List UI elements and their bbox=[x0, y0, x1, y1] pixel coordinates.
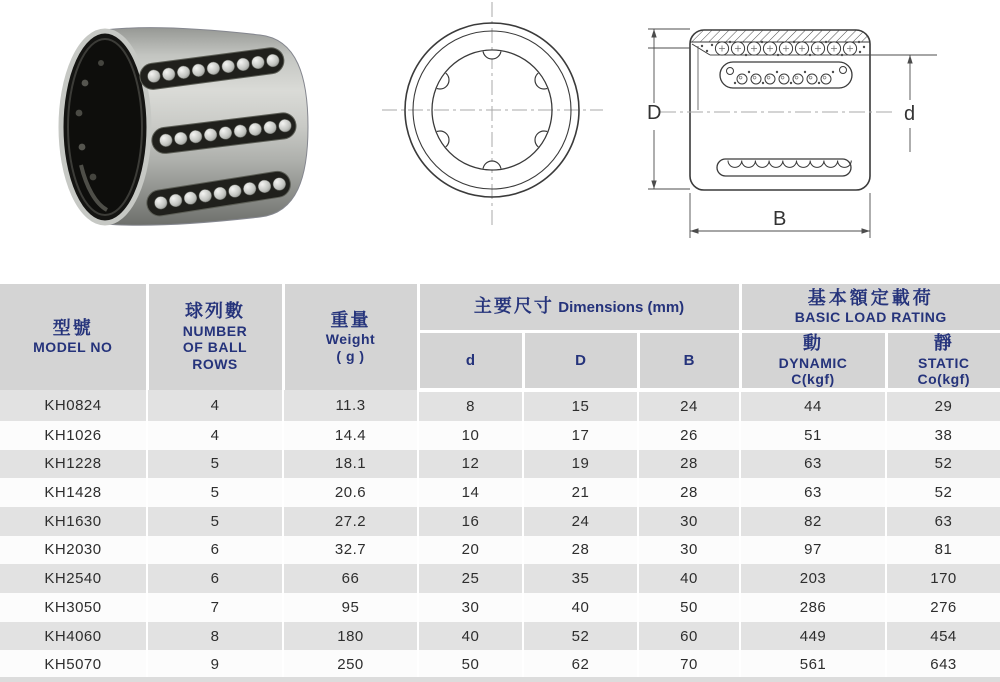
value-cell: 5 bbox=[147, 478, 283, 507]
model-no-cell: KH3050 bbox=[0, 593, 147, 622]
value-cell: 97 bbox=[740, 536, 886, 565]
value-cell: 26 bbox=[638, 421, 740, 450]
value-cell: 20 bbox=[418, 536, 523, 565]
value-cell: 9 bbox=[147, 650, 283, 679]
table-header bbox=[0, 284, 1000, 390]
header-col-dynamic: 動 DYNAMIC C(kgf) bbox=[740, 332, 886, 391]
value-cell: 82 bbox=[740, 507, 886, 536]
table-row bbox=[0, 421, 1000, 450]
value-cell: 18.1 bbox=[283, 450, 418, 479]
spec-table-body bbox=[0, 390, 1000, 679]
value-cell: 66 bbox=[283, 564, 418, 593]
value-cell: 27.2 bbox=[283, 507, 418, 536]
value-cell: 52 bbox=[886, 450, 1000, 479]
dim-label-d: d bbox=[904, 103, 916, 125]
header-dimensions-group: 主要尺寸 Dimensions (mm) bbox=[418, 284, 740, 332]
bearing-photo bbox=[45, 5, 335, 240]
value-cell: 50 bbox=[638, 593, 740, 622]
section-view-drawing bbox=[640, 0, 950, 250]
center-lines bbox=[382, 2, 603, 228]
dim-label-B: B bbox=[773, 208, 787, 230]
model-no-cell: KH1428 bbox=[0, 478, 147, 507]
table-row bbox=[0, 622, 1000, 651]
value-cell: 12 bbox=[418, 450, 523, 479]
value-cell: 8 bbox=[418, 390, 523, 421]
value-cell: 52 bbox=[886, 478, 1000, 507]
value-cell: 449 bbox=[740, 622, 886, 651]
value-cell: 70 bbox=[638, 650, 740, 679]
value-cell: 40 bbox=[523, 593, 638, 622]
value-cell: 15 bbox=[523, 390, 638, 421]
value-cell: 250 bbox=[283, 650, 418, 679]
value-cell: 24 bbox=[638, 390, 740, 421]
value-cell: 50 bbox=[418, 650, 523, 679]
table-row bbox=[0, 593, 1000, 622]
value-cell: 561 bbox=[740, 650, 886, 679]
value-cell: 30 bbox=[638, 507, 740, 536]
header-weight: 重量 Weight ( g ) bbox=[283, 284, 418, 390]
table-row bbox=[0, 390, 1000, 421]
value-cell: 63 bbox=[886, 507, 1000, 536]
value-cell: 19 bbox=[523, 450, 638, 479]
header-col-static: 靜 STATIC Co(kgf) bbox=[886, 332, 1000, 391]
value-cell: 28 bbox=[638, 450, 740, 479]
table-row bbox=[0, 564, 1000, 593]
value-cell: 29 bbox=[886, 390, 1000, 421]
header-col-B: B bbox=[638, 332, 740, 391]
value-cell: 63 bbox=[740, 450, 886, 479]
value-cell: 24 bbox=[523, 507, 638, 536]
value-cell: 5 bbox=[147, 450, 283, 479]
value-cell: 16 bbox=[418, 507, 523, 536]
table-row bbox=[0, 536, 1000, 565]
value-cell: 30 bbox=[418, 593, 523, 622]
lower-track bbox=[717, 159, 851, 176]
spec-table bbox=[0, 284, 1000, 679]
dim-label-D: D bbox=[647, 102, 662, 124]
value-cell: 5 bbox=[147, 507, 283, 536]
value-cell: 4 bbox=[147, 390, 283, 421]
model-no-cell: KH1228 bbox=[0, 450, 147, 479]
value-cell: 180 bbox=[283, 622, 418, 651]
value-cell: 454 bbox=[886, 622, 1000, 651]
value-cell: 10 bbox=[418, 421, 523, 450]
upper-track bbox=[720, 62, 852, 88]
value-cell: 25 bbox=[418, 564, 523, 593]
table-row bbox=[0, 450, 1000, 479]
table-row bbox=[0, 650, 1000, 679]
value-cell: 6 bbox=[147, 536, 283, 565]
value-cell: 52 bbox=[523, 622, 638, 651]
value-cell: 170 bbox=[886, 564, 1000, 593]
header-model-no: 型號 MODEL NO bbox=[0, 284, 147, 390]
value-cell: 11.3 bbox=[283, 390, 418, 421]
front-view-drawing bbox=[380, 0, 605, 230]
value-cell: 32.7 bbox=[283, 536, 418, 565]
table-row bbox=[0, 478, 1000, 507]
value-cell: 44 bbox=[740, 390, 886, 421]
header-ball-rows: 球列數 NUMBER OF BALL ROWS bbox=[147, 284, 283, 390]
figures-section bbox=[0, 0, 1000, 284]
model-no-cell: KH1026 bbox=[0, 421, 147, 450]
model-no-cell: KH2540 bbox=[0, 564, 147, 593]
value-cell: 38 bbox=[886, 421, 1000, 450]
model-no-cell: KH1630 bbox=[0, 507, 147, 536]
bottom-strip bbox=[0, 677, 1000, 682]
header-load-group: 基本額定載荷 BASIC LOAD RATING bbox=[740, 284, 1000, 332]
model-no-cell: KH2030 bbox=[0, 536, 147, 565]
value-cell: 14.4 bbox=[283, 421, 418, 450]
value-cell: 6 bbox=[147, 564, 283, 593]
value-cell: 4 bbox=[147, 421, 283, 450]
value-cell: 63 bbox=[740, 478, 886, 507]
value-cell: 51 bbox=[740, 421, 886, 450]
value-cell: 20.6 bbox=[283, 478, 418, 507]
value-cell: 21 bbox=[523, 478, 638, 507]
value-cell: 643 bbox=[886, 650, 1000, 679]
value-cell: 60 bbox=[638, 622, 740, 651]
value-cell: 95 bbox=[283, 593, 418, 622]
hatched-sleeve bbox=[690, 30, 870, 42]
value-cell: 17 bbox=[523, 421, 638, 450]
header-col-D: D bbox=[523, 332, 638, 391]
value-cell: 8 bbox=[147, 622, 283, 651]
header-col-d: d bbox=[418, 332, 523, 391]
value-cell: 35 bbox=[523, 564, 638, 593]
value-cell: 203 bbox=[740, 564, 886, 593]
value-cell: 62 bbox=[523, 650, 638, 679]
value-cell: 14 bbox=[418, 478, 523, 507]
value-cell: 40 bbox=[418, 622, 523, 651]
value-cell: 30 bbox=[638, 536, 740, 565]
value-cell: 276 bbox=[886, 593, 1000, 622]
table-row bbox=[0, 507, 1000, 536]
value-cell: 81 bbox=[886, 536, 1000, 565]
value-cell: 40 bbox=[638, 564, 740, 593]
model-no-cell: KH4060 bbox=[0, 622, 147, 651]
model-no-cell: KH0824 bbox=[0, 390, 147, 421]
value-cell: 28 bbox=[523, 536, 638, 565]
value-cell: 7 bbox=[147, 593, 283, 622]
model-no-cell: KH5070 bbox=[0, 650, 147, 679]
value-cell: 28 bbox=[638, 478, 740, 507]
value-cell: 286 bbox=[740, 593, 886, 622]
